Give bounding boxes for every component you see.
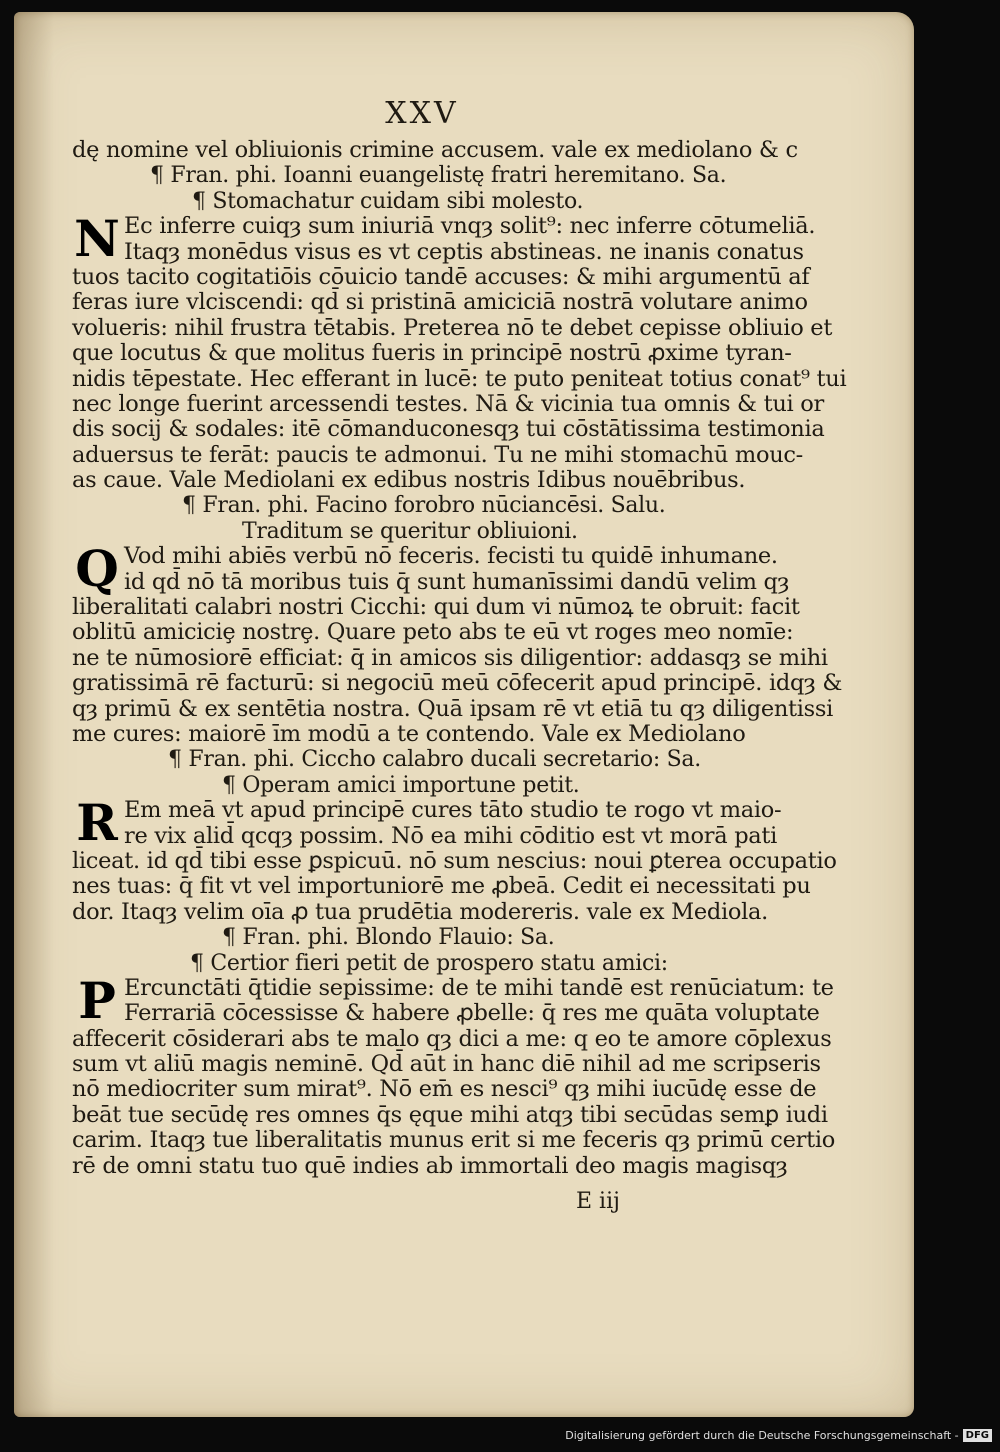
text-line: Ferrariā cōcessisse & habere ꝓbelle: q̄ res me quāta voluptate	[124, 1000, 820, 1027]
text-line: rē de omni statu tuo quē indies ab immortali deo magis magisqȝ	[72, 1152, 788, 1179]
text-line: qȝ primū & ex sentētia nostra. Quā ipsam rē vt etiā tu qȝ diligentissi	[72, 695, 834, 722]
text-line: que locutus & que molitus fueris in principē nostrū ꝓxime tyran-	[72, 340, 792, 367]
letter-heading: ¶ Fran. phi. Facino forobro nūciancēsi. Salu.	[182, 493, 666, 519]
text-line: nes tuas: q̄ fit vt vel importuniorē me ꝓbeā. Cedit ei necessitati pu	[72, 873, 811, 900]
letter-heading: ¶ Fran. phi. Ioanni euangelistę fratri heremitano. Sa.	[150, 163, 727, 189]
letter-heading: ¶ Fran. phi. Blondo Flauio: Sa.	[222, 925, 555, 951]
paragraph-block	[72, 539, 790, 599]
text-line: ne te nūmosiorē efficiat: q̄ in amicos sis diligentior: addasqȝ se mihi	[72, 644, 828, 671]
text-line: Ercunctāti q̄tidie sepissime: de te mihi tandē est renūciatum: te	[124, 974, 834, 1001]
text-line: nec longe fuerint arcessendi testes. Nā & vicinia tua omnis & tui or	[72, 390, 825, 417]
digitization-credit	[565, 1429, 992, 1442]
letter-summary: ¶ Certior fieri petit de prospero statu amici:	[190, 950, 668, 976]
text-line: Itaqȝ monēdus visus es vt ceptis abstineas. ne inanis conatus	[124, 238, 804, 265]
dropcap-letter: N	[74, 209, 120, 269]
dropcap-letter: R	[76, 793, 118, 853]
letter-heading: ¶ Fran. phi. Ciccho calabro ducali secretario: Sa.	[168, 747, 701, 773]
dfg-logo-icon: DFG	[963, 1429, 992, 1442]
text-line: beāt tue secūdę res omnes q̄s ęque mihi atqȝ tibi secūdas semꝑ iudi	[72, 1101, 828, 1128]
text-line: Ec inferre cuiqȝ sum iniuriā vnqȝ solit⁹: nec inferre cōtumeliā.	[124, 213, 816, 240]
page-text	[72, 137, 847, 1179]
text-line: dę nomine vel obliuionis crimine accusem. vale ex mediolano & c	[72, 137, 798, 163]
text-line: id qd̄ nō tā moribus tuis q̄ sunt humanīssimi dandū velim qȝ	[124, 568, 790, 595]
text-line: nidis tēpestate. Hec efferant in lucē: te puto peniteat totius conat⁹ tui	[72, 365, 847, 392]
text-line: me cures: maiorē īm modū a te contendo. Vale ex Mediolano	[72, 720, 746, 747]
text-line: dis socij & sodales: itē cōmanduconesqȝ tui cōstātissima testimonia	[72, 416, 825, 443]
text-line: tuos tacito cogitatiōis cōuicio tandē accuses: & mihi argumentū af	[72, 263, 810, 290]
letter-summary: ¶ Operam amici importune petit.	[222, 772, 580, 798]
signature-mark: E iij	[576, 1189, 620, 1214]
text-line: carim. Itaqȝ tue liberalitatis munus erit si me feceris qȝ primū certio	[72, 1127, 835, 1154]
letter-summary: ¶ Stomachatur cuidam sibi molesto.	[192, 188, 584, 214]
paragraph-block	[72, 209, 816, 269]
book-page	[14, 12, 914, 1417]
text-line: sum vt aliū magis neminē. Qd̄ aūt in hanc diē nihil ad me scripseris	[72, 1051, 821, 1078]
text-line: nō mediocriter sum mirat⁹. Nō em̄ es nesci⁹ qȝ mihi iucūdę esse de	[72, 1076, 817, 1103]
text-line: as caue. Vale Mediolani ex edibus nostris Idibus nouēbribus.	[72, 467, 746, 494]
text-line: affecerit cōsiderari abs te malo qȝ dici a me: q eo te amore cōplexus	[72, 1025, 832, 1052]
text-line: gratissimā rē facturū: si negociū meū cōfecerit apud principē. idqȝ &	[72, 670, 843, 697]
credit-text: Digitalisierung gefördert durch die Deutsche Forschungsgemeinschaft -	[565, 1429, 959, 1442]
paragraph-block	[72, 970, 834, 1030]
text-line: feras iure vlciscendi: qd̄ si pristinā amiciciā nostrā volutare animo	[72, 289, 808, 316]
text-line: re vix alid̄ qcqȝ possim. Nō ea mihi cōditio est vt morā pati	[124, 822, 778, 849]
dropcap-letter: P	[78, 970, 116, 1030]
text-line: Vod mihi abiēs verbū nō feceris. fecisti tu quidē inhumane.	[124, 543, 778, 570]
text-line: aduersus te ferāt: paucis te admonui. Tu ne mihi stomachū mouc-	[72, 441, 803, 468]
paragraph-block	[72, 793, 782, 853]
text-line: volueris: nihil frustra tētabis. Preterea nō te debet cepisse obliuio et	[72, 314, 833, 341]
text-line: Em meā vt apud principē cures tāto studio te rogo vt maio-	[124, 797, 782, 824]
text-line: liberalitati calabri nostri Cicchi: qui dum vi nūmoꝝ te obruit: facit	[72, 594, 800, 621]
folio-number: XXV	[385, 96, 459, 131]
dropcap-letter: Q	[75, 539, 119, 599]
text-line: dor. Itaqȝ velim oīa ꝓ tua prudētia modereris. vale ex Mediola.	[72, 898, 769, 925]
text-line: oblitū amiciciȩ nostrȩ. Quare peto abs te eū vt roges meo nomīe:	[72, 619, 794, 646]
letter-summary: Traditum se queritur obliuioni.	[242, 518, 578, 544]
text-line: liceat. id qd̄ tibi esse ꝑspicuū. nō sum nescius: noui ꝑterea occupatio	[72, 847, 837, 874]
